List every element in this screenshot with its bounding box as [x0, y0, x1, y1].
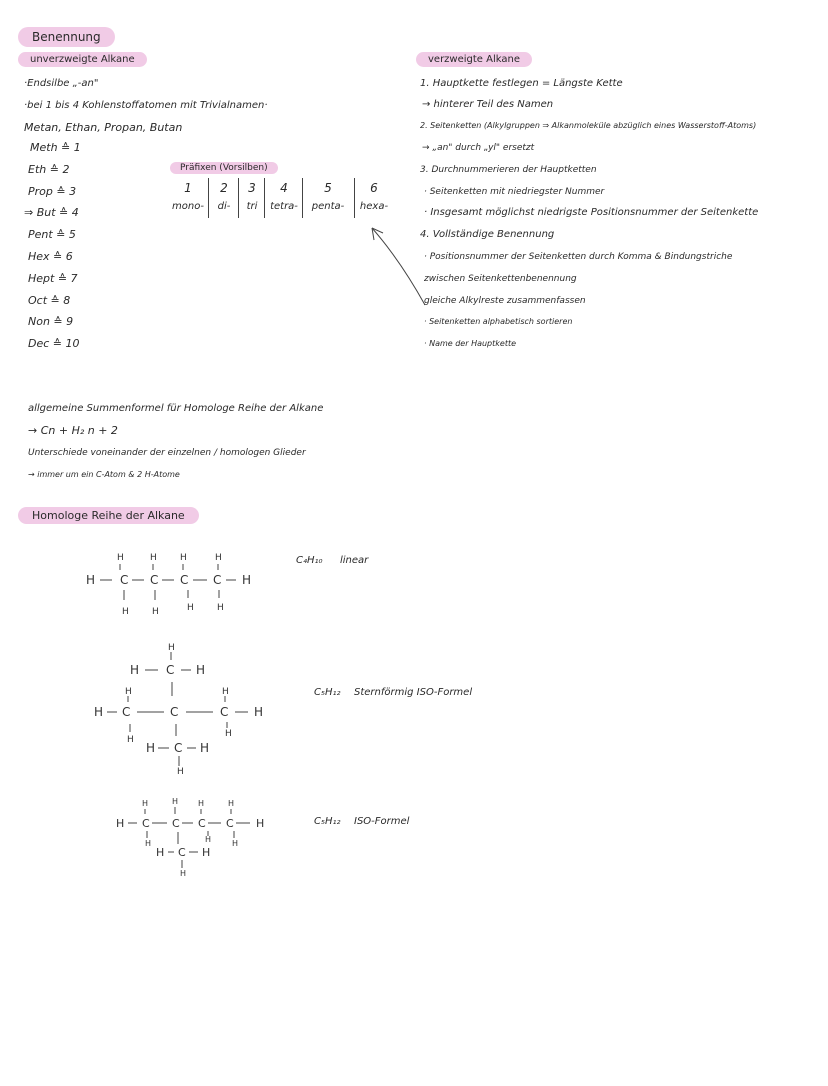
praefix-number: 3	[248, 181, 256, 195]
h-atom: H	[150, 553, 157, 563]
praefix-number: 4	[280, 181, 288, 195]
praefix-col-1	[168, 178, 208, 216]
c-atom: C	[150, 573, 159, 587]
praefix-number: 2	[220, 181, 228, 195]
c-atom: C	[178, 846, 186, 859]
structure-sternfoermig	[90, 638, 290, 778]
h-atom: H	[145, 839, 152, 848]
structure-3-label: ISO-Formel	[354, 816, 410, 827]
h-atom: H	[146, 741, 156, 755]
h-atom: H	[217, 603, 224, 613]
left-line-3: Metan, Ethan, Propan, Butan	[24, 121, 183, 134]
h-atom: H	[187, 603, 194, 613]
heading-praefixe: Präfixen (Vorsilben)	[170, 162, 278, 174]
structure-1-formula: C₄H₁₀	[296, 555, 323, 566]
right-line-6: · Seitenketten mit niedriegster Nummer	[424, 187, 605, 197]
left-line-2: ·bei 1 bis 4 Kohlenstoffatomen mit Trivialnamen·	[24, 100, 268, 111]
prefix-prop: Prop ≙ 3	[28, 185, 77, 198]
h-atom: H	[196, 663, 206, 677]
h-atom: H	[180, 869, 187, 878]
praefix-word: hexa-	[359, 201, 389, 212]
right-line-3: 2. Seitenketten (Alkylgruppen ⇒ Alkanmoleküle abzüglich eines Wasserstoff-Atoms)	[420, 121, 757, 130]
h-atom: H	[225, 729, 232, 739]
h-atom: H	[180, 553, 187, 563]
right-line-5: 3. Durchnummerieren der Hauptketten	[420, 165, 597, 175]
summenformel-line-1: allgemeine Summenformel für Homologe Reihe der Alkane	[28, 403, 324, 414]
c-atom: C	[170, 705, 179, 719]
c-atom: C	[180, 573, 189, 587]
praefix-word: tri	[246, 201, 258, 212]
praefix-word: di-	[217, 201, 231, 212]
table-divider	[354, 178, 355, 218]
c-atom: C	[172, 817, 180, 830]
right-line-9: · Positionsnummer der Seitenketten durch Komma & Bindungstriche	[424, 252, 733, 262]
h-atom: H	[215, 553, 222, 563]
praefix-number: 6	[370, 181, 378, 195]
prefix-non: Non ≙ 9	[28, 315, 74, 328]
prefix-hept: Hept ≙ 7	[28, 272, 78, 285]
right-line-10: zwischen Seitenkettenbenennung	[424, 274, 577, 284]
c-atom: C	[213, 573, 222, 587]
praefix-col-3	[240, 178, 264, 216]
summenformel-line-4: → immer um ein C-Atom & 2 H-Atome	[28, 470, 180, 479]
h-atom: H	[228, 799, 235, 808]
prefix-but: ⇒ But ≙ 4	[24, 206, 79, 219]
table-divider	[208, 178, 209, 218]
heading-homologe-reihe: Homologe Reihe der Alkane	[18, 507, 199, 524]
h-atom: H	[177, 767, 184, 777]
h-atom: H	[254, 705, 264, 719]
prefix-dec: Dec ≙ 10	[28, 337, 80, 350]
h-atom: H	[116, 817, 125, 830]
h-atom: H	[127, 735, 134, 745]
structure-3-formula: C₅H₁₂	[314, 816, 341, 827]
h-atom: H	[256, 817, 265, 830]
table-divider	[264, 178, 265, 218]
structure-linear	[80, 548, 280, 623]
heading-benennung: Benennung	[18, 27, 115, 47]
right-line-8: 4. Vollständige Benennung	[420, 229, 555, 240]
h-atom: H	[205, 835, 212, 844]
table-divider	[238, 178, 239, 218]
structure-1-label: linear	[340, 555, 369, 566]
heading-verzweigte-alkane: verzweigte Alkane	[416, 52, 532, 67]
c-atom: C	[198, 817, 206, 830]
praefix-word: mono-	[172, 201, 204, 212]
summenformel-line-2: → Cn + H₂ n + 2	[28, 424, 118, 437]
h-atom: H	[122, 607, 129, 617]
h-atom: H	[125, 687, 132, 697]
right-line-1: 1. Hauptkette festlegen = Längste Kette	[420, 78, 623, 89]
h-atom: H	[168, 643, 175, 653]
h-atom: H	[232, 839, 239, 848]
h-atom: H	[222, 687, 229, 697]
c-atom: C	[166, 663, 175, 677]
right-line-11: gleiche Alkylreste zusammenfassen	[424, 296, 586, 306]
praefix-number: 5	[324, 181, 332, 195]
h-atom: H	[86, 573, 96, 587]
prefix-eth: Eth ≙ 2	[28, 163, 70, 176]
heading-unverzweigte-alkane: unverzweigte Alkane	[18, 52, 147, 67]
c-atom: C	[226, 817, 234, 830]
h-atom: H	[156, 846, 165, 859]
prefix-pent: Pent ≙ 5	[28, 228, 76, 241]
right-line-13: · Name der Hauptkette	[424, 339, 517, 348]
structure-iso	[112, 796, 282, 881]
praefix-col-6	[356, 178, 392, 216]
h-atom: H	[198, 799, 205, 808]
praefix-col-5	[304, 178, 352, 216]
prefix-oct: Oct ≙ 8	[28, 294, 71, 307]
h-atom: H	[172, 797, 179, 806]
c-atom: C	[120, 573, 129, 587]
c-atom: C	[142, 817, 150, 830]
prefix-hex: Hex ≙ 6	[28, 250, 73, 263]
praefix-number: 1	[184, 181, 192, 195]
right-line-2: → hinterer Teil des Namen	[422, 99, 554, 110]
table-divider	[302, 178, 303, 218]
h-atom: H	[130, 663, 140, 677]
left-line-1: ·Endsilbe „-an"	[24, 78, 99, 89]
c-atom: C	[220, 705, 229, 719]
structure-2-label: Sternförmig ISO-Formel	[354, 687, 473, 698]
praefix-col-2	[210, 178, 238, 216]
c-atom: C	[174, 741, 183, 755]
h-atom: H	[242, 573, 252, 587]
h-atom: H	[152, 607, 159, 617]
right-line-7: · Insgesamt möglichst niedrigste Positionsnummer der Seitenkette	[424, 207, 759, 218]
prefix-meth: Meth ≙ 1	[30, 141, 81, 154]
h-atom: H	[202, 846, 211, 859]
h-atom: H	[200, 741, 210, 755]
summenformel-line-3: Unterschiede voneinander der einzelnen / homologen Glieder	[28, 448, 306, 458]
praefix-word: tetra-	[270, 201, 298, 212]
h-atom: H	[142, 799, 149, 808]
h-atom: H	[117, 553, 124, 563]
h-atom: H	[94, 705, 104, 719]
right-line-12: · Seitenketten alphabetisch sortieren	[424, 317, 573, 326]
structure-2-formula: C₅H₁₂	[314, 687, 341, 698]
praefix-word: penta-	[311, 201, 345, 212]
right-line-4: → „an" durch „yl" ersetzt	[422, 143, 535, 153]
c-atom: C	[122, 705, 131, 719]
praefix-col-4	[266, 178, 302, 216]
